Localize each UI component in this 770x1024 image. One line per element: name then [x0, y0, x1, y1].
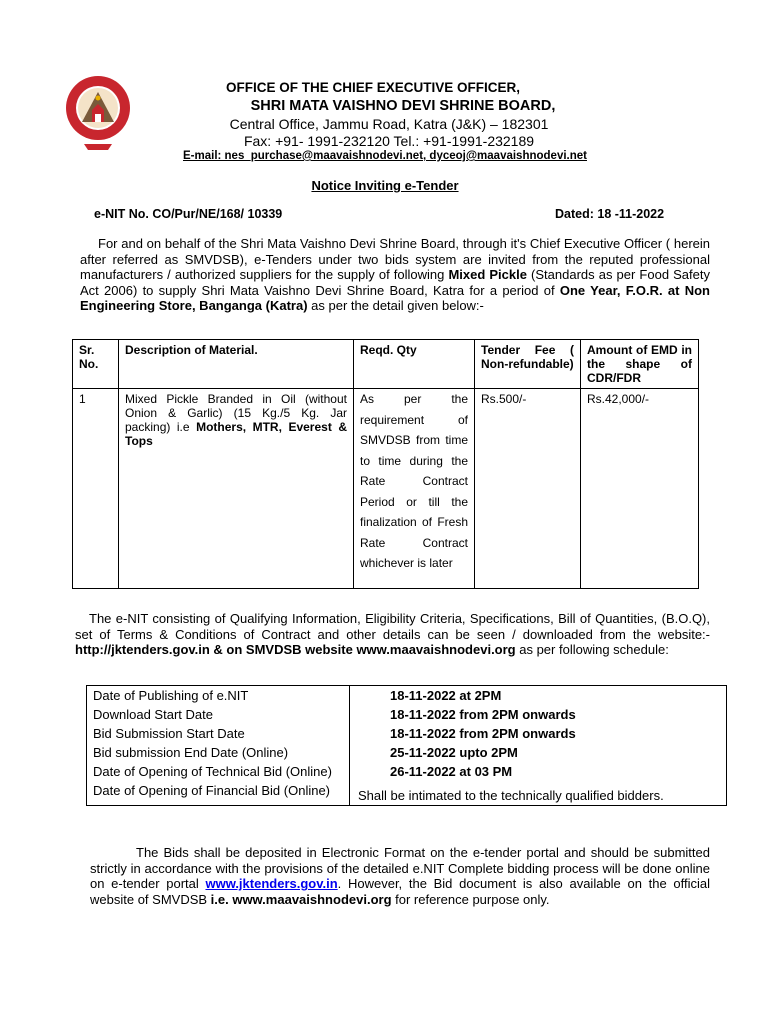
material-table-header: [73, 340, 699, 389]
schedule-value: 18-11-2022 from 2PM onwards: [350, 705, 727, 724]
row-emd: Rs.42,000/-: [581, 389, 699, 589]
table-row: [87, 724, 727, 743]
qty-line: SMVDSB from time: [360, 433, 468, 447]
qty-line: whichever is later: [360, 556, 453, 570]
qty-line: requirement of: [360, 412, 468, 427]
notice-date: Dated: 18 -11-2022: [555, 207, 665, 221]
schedule-value: Shall be intimated to the technically qualified bidders.: [350, 781, 727, 806]
contact-line: Fax: +91- 1991-232120 Tel.: +91-1991-232189: [243, 133, 535, 149]
email-line[interactable]: E-mail: nes_purchase@maavaishnodevi.net, dyceoj@maavaishnodevi.net: [183, 150, 587, 162]
table-row: [87, 762, 727, 781]
schedule-label: Date of Publishing of e.NIT: [87, 686, 350, 706]
qty-line: Rate Contract: [360, 474, 468, 488]
qty-line: Rate Contract: [360, 535, 468, 550]
schedule-value: 26-11-2022 at 03 PM: [350, 762, 727, 781]
schedule-label: Date of Opening of Financial Bid (Online): [87, 781, 350, 806]
schedule-label: Bid Submission Start Date: [87, 724, 350, 743]
table-row: [87, 743, 727, 762]
header-fee: Tender Fee ( Non-refundable): [475, 340, 581, 389]
enit-paragraph: The e-NIT consisting of Qualifying Information, Eligibility Criteria, Specifications, Bill of Quantities, (B.O.Q), set of Terms & Conditions of Contract and other details can be seen / downloaded from the website:- http://jktenders.gov.in & on SMVDSB website www.maavaishnodevi.org as per following schedule:: [75, 611, 710, 658]
row-sr: 1: [73, 389, 119, 589]
schedule-label: Download Start Date: [87, 705, 350, 724]
row-description: Mixed Pickle Branded in Oil (without Onion & Garlic) (15 Kg./5 Kg. Jar packing) i.e Mothers, MTR, Everest & Tops: [119, 389, 354, 589]
jktenders-link[interactable]: www.jktenders.gov.in: [205, 876, 338, 892]
table-row: [87, 781, 727, 806]
qty-line: finalization of Fresh: [360, 515, 468, 529]
qty-line: Period or till the: [360, 494, 468, 509]
schedule-value: 18-11-2022 at 2PM: [350, 686, 727, 706]
schedule-table: [86, 685, 727, 806]
address-line: Central Office, Jammu Road, Katra (J&K) – 182301: [229, 116, 549, 132]
qty-line: to time during the: [360, 453, 468, 468]
table-row: [87, 686, 727, 706]
board-title: SHRI MATA VAISHNO DEVI SHRINE BOARD,: [250, 98, 556, 114]
schedule-value: 25-11-2022 upto 2PM: [350, 743, 727, 762]
intro-paragraph: For and on behalf of the Shri Mata Vaishno Devi Shrine Board, through it's Chief Executive Officer ( herein after referred as SMVDSB), e-Tenders under two bids system are invited from the reputed professional manufacturers / authorized suppliers for the supply of following Mixed Pickle (Standards as per Food Safety Act 2006) to supply Shri Mata Vaishno Devi Shrine Board, Katra for a period of One Year, F.O.R. at Non Engineering Store, Banganga (Katra) as per the detail given below:-: [80, 236, 710, 314]
notice-title: Notice Inviting e-Tender: [311, 178, 459, 193]
header-description: Description of Material.: [119, 340, 354, 389]
header-sr: Sr. No.: [73, 340, 119, 389]
row-qty: [354, 389, 475, 589]
schedule-label: Bid submission End Date (Online): [87, 743, 350, 762]
enit-number: e-NIT No. CO/Pur/NE/168/ 10339: [94, 207, 283, 221]
header-qty: Reqd. Qty: [354, 340, 475, 389]
bids-paragraph: The Bids shall be deposited in Electronic Format on the e-tender portal and should be submitted strictly in accordance with the provisions of the detailed e.NIT Complete bidding process will be done online on e-tender portal www.jktenders.gov.in. However, the Bid document is also available on the official website of SMVDSB i.e. www.maavaishnodevi.org for reference purpose only.: [90, 845, 710, 907]
schedule-label: Date of Opening of Technical Bid (Online): [87, 762, 350, 781]
office-title: OFFICE OF THE CHIEF EXECUTIVE OFFICER,: [225, 80, 520, 95]
schedule-value: 18-11-2022 from 2PM onwards: [350, 724, 727, 743]
qty-line: As per the: [360, 392, 468, 406]
material-table: [72, 339, 699, 589]
table-row: [87, 705, 727, 724]
header-emd: Amount of EMD in the shape of CDR/FDR: [581, 340, 699, 389]
table-row: [73, 389, 699, 589]
row-fee: Rs.500/-: [475, 389, 581, 589]
